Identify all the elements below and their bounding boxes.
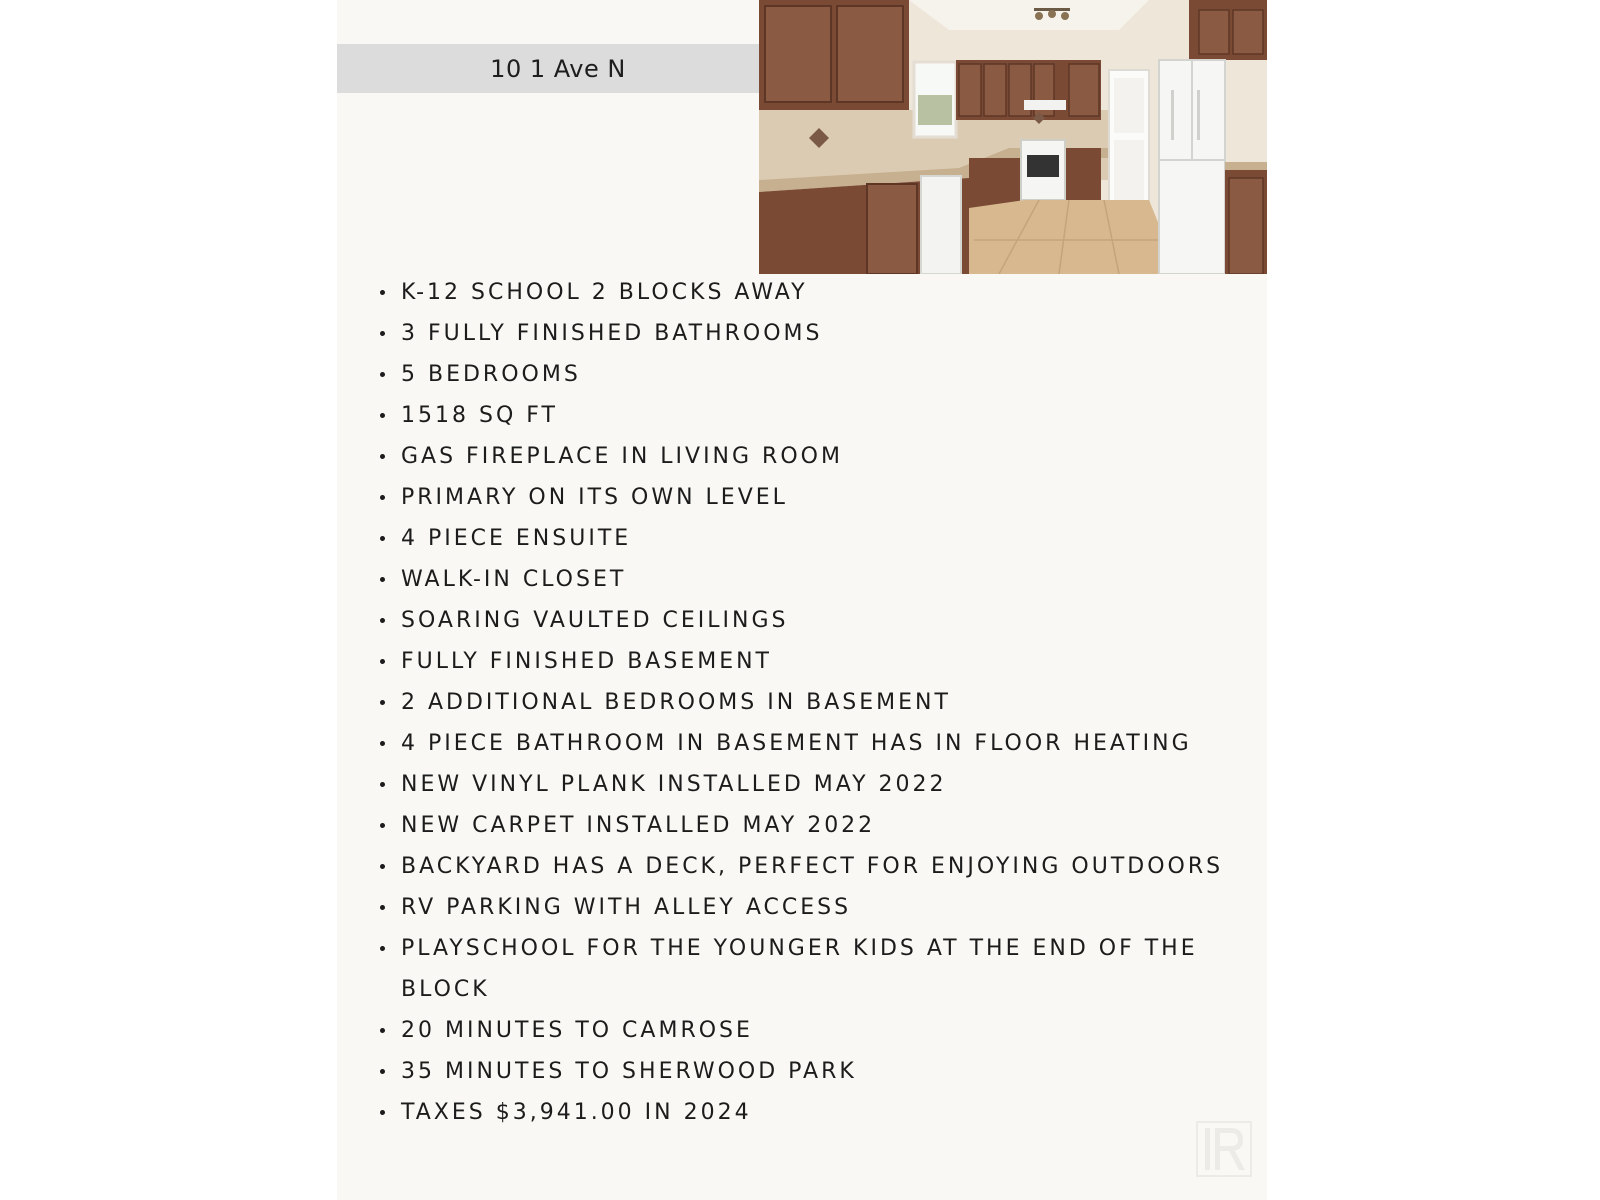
feature-item: 1518 SQ FT [377, 395, 1227, 436]
feature-item: GAS FIREPLACE IN LIVING ROOM [377, 436, 1227, 477]
feature-item: SOARING VAULTED CEILINGS [377, 600, 1227, 641]
listing-sheet [337, 0, 1267, 1200]
feature-item: 3 FULLY FINISHED BATHROOMS [377, 313, 1227, 354]
kitchen-photo [759, 0, 1267, 274]
feature-item: 4 PIECE ENSUITE [377, 518, 1227, 559]
feature-list [377, 272, 1227, 1133]
feature-item: PRIMARY ON ITS OWN LEVEL [377, 477, 1227, 518]
feature-item: 4 PIECE BATHROOM IN BASEMENT HAS IN FLOOR HEATING [377, 723, 1227, 764]
feature-item: K-12 SCHOOL 2 BLOCKS AWAY [377, 272, 1227, 313]
listing-address: 10 1 Ave N [490, 54, 626, 83]
feature-item: NEW VINYL PLANK INSTALLED MAY 2022 [377, 764, 1227, 805]
feature-item: TAXES $3,941.00 IN 2024 [377, 1092, 1227, 1133]
feature-item: FULLY FINISHED BASEMENT [377, 641, 1227, 682]
feature-item: 5 BEDROOMS [377, 354, 1227, 395]
realtor-r-logo-icon [1195, 1120, 1253, 1178]
feature-item: WALK-IN CLOSET [377, 559, 1227, 600]
feature-item: 35 MINUTES TO SHERWOOD PARK [377, 1051, 1227, 1092]
feature-item: RV PARKING WITH ALLEY ACCESS [377, 887, 1227, 928]
address-banner [337, 44, 759, 93]
feature-item: PLAYSCHOOL FOR THE YOUNGER KIDS AT THE END OF THE BLOCK [377, 928, 1227, 1010]
feature-item: 2 ADDITIONAL BEDROOMS IN BASEMENT [377, 682, 1227, 723]
feature-item: NEW CARPET INSTALLED MAY 2022 [377, 805, 1227, 846]
feature-item: BACKYARD HAS A DECK, PERFECT FOR ENJOYING OUTDOORS [377, 846, 1227, 887]
feature-item: 20 MINUTES TO CAMROSE [377, 1010, 1227, 1051]
